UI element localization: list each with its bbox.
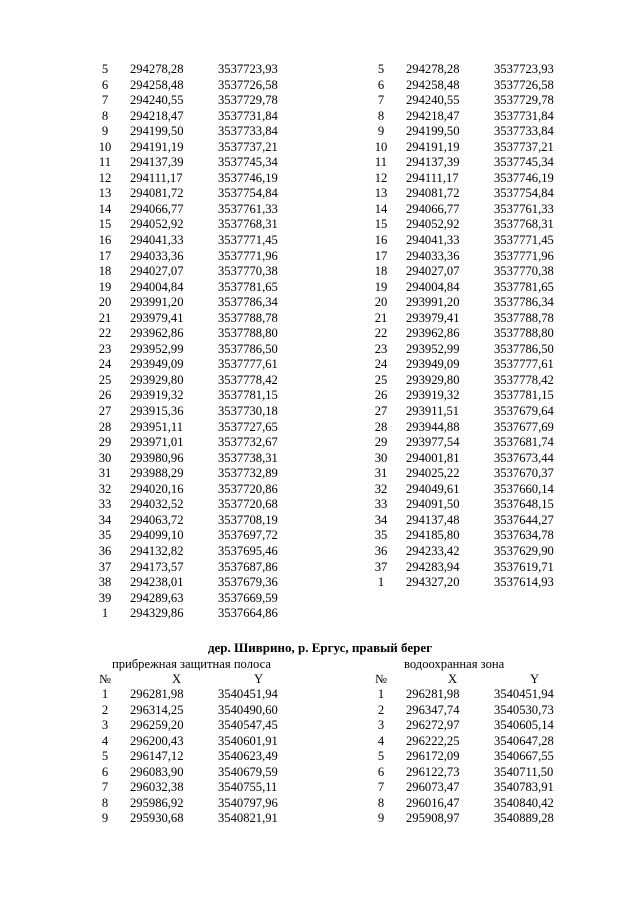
coordinate-x: 294063,72 bbox=[130, 512, 184, 527]
coordinate-y: 3537723,93 bbox=[218, 62, 278, 76]
coordinate-y: 3537619,71 bbox=[494, 559, 554, 574]
coordinate-x: 294233,42 bbox=[406, 543, 460, 558]
coordinate-x: 293988,29 bbox=[130, 466, 184, 481]
point-number: 19 bbox=[374, 279, 388, 294]
coordinate-y: 3540797,96 bbox=[218, 795, 278, 810]
point-number: 19 bbox=[98, 279, 112, 294]
coordinate-y: 3540679,59 bbox=[218, 764, 278, 779]
point-number: 6 bbox=[377, 764, 385, 779]
coordinate-y: 3540667,55 bbox=[494, 749, 554, 764]
point-number: 9 bbox=[101, 124, 109, 139]
coordinate-y: 3537648,15 bbox=[494, 497, 554, 512]
point-number: 13 bbox=[374, 186, 388, 201]
point-number: 9 bbox=[101, 811, 109, 826]
coordinate-y: 3537726,58 bbox=[218, 77, 278, 92]
point-number: 14 bbox=[374, 201, 388, 216]
coordinate-x: 294258,48 bbox=[130, 77, 184, 92]
point-number: 28 bbox=[98, 419, 112, 434]
coordinate-x: 294041,33 bbox=[130, 233, 184, 248]
point-number: 4 bbox=[377, 733, 385, 748]
coordinate-y: 3537697,72 bbox=[218, 528, 278, 543]
coordinate-x: 293991,20 bbox=[406, 295, 460, 310]
coordinate-x: 296032,38 bbox=[130, 780, 184, 795]
coordinate-x: 296347,74 bbox=[406, 702, 460, 717]
coordinate-x: 294041,33 bbox=[406, 233, 460, 248]
coordinate-y: 3537788,80 bbox=[218, 326, 278, 341]
coordinate-y: 3540821,91 bbox=[218, 811, 278, 826]
coordinate-y: 3537679,36 bbox=[218, 575, 278, 590]
point-number: 22 bbox=[98, 326, 112, 341]
coordinate-y: 3537695,46 bbox=[218, 543, 278, 558]
point-number: 33 bbox=[98, 497, 112, 512]
coordinate-y: 3537781,15 bbox=[494, 388, 554, 403]
point-number: 18 bbox=[374, 264, 388, 279]
point-number: 6 bbox=[101, 77, 109, 92]
coordinate-x: 296222,25 bbox=[406, 733, 460, 748]
coordinate-x: 294052,92 bbox=[406, 217, 460, 232]
coordinate-y: 3537778,42 bbox=[218, 372, 278, 387]
point-number: 26 bbox=[98, 388, 112, 403]
coordinate-y: 3537786,34 bbox=[494, 295, 554, 310]
coordinate-x: 293962,86 bbox=[130, 326, 184, 341]
coordinate-y: 3537746,19 bbox=[218, 170, 278, 185]
coordinate-x: 296073,47 bbox=[406, 780, 460, 795]
point-number: 7 bbox=[377, 93, 385, 108]
coordinate-y: 3537681,74 bbox=[494, 435, 554, 450]
coordinate-x: 294218,47 bbox=[130, 108, 184, 123]
coordinate-x: 294111,17 bbox=[406, 170, 459, 185]
column-headers-right bbox=[370, 671, 620, 687]
coordinate-x: 293971,01 bbox=[130, 435, 184, 450]
coordinate-x: 293979,41 bbox=[130, 310, 184, 325]
coordinate-y: 3537733,84 bbox=[218, 124, 278, 139]
point-number: 37 bbox=[98, 559, 112, 574]
coordinate-x: 294218,47 bbox=[406, 108, 460, 123]
coordinate-x: 296147,12 bbox=[130, 749, 184, 764]
point-number: 26 bbox=[374, 388, 388, 403]
coordinate-y: 3537768,31 bbox=[494, 217, 554, 232]
coordinate-y: 3537673,44 bbox=[494, 450, 554, 465]
coordinate-x: 293952,99 bbox=[406, 341, 460, 356]
coordinate-y: 3537781,65 bbox=[494, 279, 554, 294]
point-number: 6 bbox=[101, 764, 109, 779]
coordinate-x: 294091,50 bbox=[406, 497, 460, 512]
coordinate-y: 3537786,50 bbox=[494, 341, 554, 356]
point-number: 38 bbox=[98, 575, 112, 590]
point-number: 3 bbox=[377, 718, 385, 733]
coordinate-y: 3537777,61 bbox=[494, 357, 554, 372]
point-number: 1 bbox=[101, 687, 109, 701]
coordinate-y: 3537732,67 bbox=[218, 435, 278, 450]
coordinate-y: 3537745,34 bbox=[494, 155, 554, 170]
coordinate-y: 3537644,27 bbox=[494, 512, 554, 527]
coordinate-x: 294289,63 bbox=[130, 590, 184, 605]
coordinate-y: 3537731,84 bbox=[218, 108, 278, 123]
coordinate-x: 294329,86 bbox=[130, 606, 184, 621]
point-number: 29 bbox=[374, 435, 388, 450]
coordinate-y: 3537732,89 bbox=[218, 466, 278, 481]
coordinate-x: 294132,82 bbox=[130, 543, 184, 558]
coordinate-y: 3540755,11 bbox=[218, 780, 278, 795]
coordinate-y: 3537746,19 bbox=[494, 170, 554, 185]
column-headers-left bbox=[94, 671, 344, 687]
point-number: 15 bbox=[98, 217, 112, 232]
coordinate-y: 3537670,37 bbox=[494, 466, 554, 481]
coordinate-x: 294278,28 bbox=[406, 62, 460, 76]
coordinate-x: 293991,20 bbox=[130, 295, 184, 310]
point-number: 17 bbox=[98, 248, 112, 263]
point-number: 31 bbox=[374, 466, 388, 481]
point-number: 29 bbox=[98, 435, 112, 450]
point-number: 21 bbox=[374, 310, 388, 325]
column-header-x: X bbox=[448, 672, 458, 686]
coordinate-x: 293962,86 bbox=[406, 326, 460, 341]
point-number: 9 bbox=[377, 124, 385, 139]
point-number: 35 bbox=[374, 528, 388, 543]
coordinate-y: 3537737,21 bbox=[494, 139, 554, 154]
coordinate-y: 3537770,38 bbox=[494, 264, 554, 279]
coordinate-y: 3537745,34 bbox=[218, 155, 278, 170]
coordinate-x: 294199,50 bbox=[406, 124, 460, 139]
coordinate-y: 3540605,14 bbox=[494, 718, 554, 733]
point-number: 35 bbox=[98, 528, 112, 543]
point-number: 21 bbox=[98, 310, 112, 325]
coordinate-x: 293980,96 bbox=[130, 450, 184, 465]
coordinate-x: 294111,17 bbox=[130, 170, 183, 185]
coordinate-x: 294137,39 bbox=[406, 155, 460, 170]
coordinate-y: 3537727,65 bbox=[218, 419, 278, 434]
coordinate-y: 3537733,84 bbox=[494, 124, 554, 139]
coordinate-x: 294001,81 bbox=[406, 450, 460, 465]
column-header-x: X bbox=[172, 672, 182, 686]
point-number: 13 bbox=[98, 186, 112, 201]
point-number: 7 bbox=[101, 93, 109, 108]
coordinate-y: 3537729,78 bbox=[218, 93, 278, 108]
point-number: 37 bbox=[374, 559, 388, 574]
coordinate-y: 3540840,42 bbox=[494, 795, 554, 810]
coordinate-x: 294199,50 bbox=[130, 124, 184, 139]
point-number: 24 bbox=[98, 357, 112, 372]
point-number: 1 bbox=[101, 606, 109, 621]
coordinate-x: 294025,22 bbox=[406, 466, 460, 481]
point-number: 5 bbox=[377, 62, 385, 76]
point-number: 24 bbox=[374, 357, 388, 372]
coordinate-y: 3537726,58 bbox=[494, 77, 554, 92]
point-number: 2 bbox=[101, 702, 109, 717]
coordinate-x: 293929,80 bbox=[130, 372, 184, 387]
point-number: 28 bbox=[374, 419, 388, 434]
coordinate-y: 3537770,38 bbox=[218, 264, 278, 279]
coordinate-x: 294283,94 bbox=[406, 559, 460, 574]
coordinate-y: 3537771,96 bbox=[218, 248, 278, 263]
point-number: 32 bbox=[374, 481, 388, 496]
coordinate-y: 3537629,90 bbox=[494, 543, 554, 558]
coordinate-x: 293977,54 bbox=[406, 435, 460, 450]
point-number: 20 bbox=[98, 295, 112, 310]
coordinate-y: 3540647,28 bbox=[494, 733, 554, 748]
coordinate-x: 294240,55 bbox=[406, 93, 460, 108]
point-number: 7 bbox=[377, 780, 385, 795]
point-number: 23 bbox=[98, 341, 112, 356]
point-number: 22 bbox=[374, 326, 388, 341]
point-number: 23 bbox=[374, 341, 388, 356]
coordinate-x: 293915,36 bbox=[130, 404, 184, 419]
coordinate-x: 294327,20 bbox=[406, 575, 460, 590]
coordinate-x: 293929,80 bbox=[406, 372, 460, 387]
point-number: 39 bbox=[98, 590, 112, 605]
coordinate-y: 3537777,61 bbox=[218, 357, 278, 372]
coordinate-y: 3537771,96 bbox=[494, 248, 554, 263]
coordinate-x: 294004,84 bbox=[130, 279, 184, 294]
coordinate-y: 3537761,33 bbox=[218, 201, 278, 216]
coordinate-x: 294081,72 bbox=[406, 186, 460, 201]
coordinate-x: 294238,01 bbox=[130, 575, 184, 590]
column-header-y: Y bbox=[254, 672, 264, 686]
coordinate-x: 293951,11 bbox=[130, 419, 184, 434]
point-number: 8 bbox=[101, 108, 109, 123]
coordinate-y: 3540530,73 bbox=[494, 702, 554, 717]
point-number: 34 bbox=[98, 512, 112, 527]
coordinate-y: 3537720,86 bbox=[218, 481, 278, 496]
coordinate-y: 3537737,21 bbox=[218, 139, 278, 154]
coordinate-y: 3537788,78 bbox=[218, 310, 278, 325]
point-number: 4 bbox=[101, 733, 109, 748]
point-number: 32 bbox=[98, 481, 112, 496]
coordinate-y: 3537614,93 bbox=[494, 575, 554, 590]
point-number: 8 bbox=[377, 795, 385, 810]
point-number: 8 bbox=[101, 795, 109, 810]
coordinate-x: 294191,19 bbox=[406, 139, 460, 154]
coordinate-y: 3540889,28 bbox=[494, 811, 554, 826]
coordinate-x: 296314,25 bbox=[130, 702, 184, 717]
coordinate-x: 294066,77 bbox=[130, 201, 184, 216]
point-number: 34 bbox=[374, 512, 388, 527]
coordinate-x: 296122,73 bbox=[406, 764, 460, 779]
point-number: 5 bbox=[377, 749, 385, 764]
caption-coastal-protective-strip: прибрежная защитная полоса bbox=[112, 657, 271, 671]
coordinate-x: 294027,07 bbox=[406, 264, 460, 279]
point-number: 3 bbox=[101, 718, 109, 733]
coordinate-x: 294066,77 bbox=[406, 201, 460, 216]
section-heading: дер. Шиврино, р. Ергус, правый берег bbox=[207, 640, 433, 655]
coordinate-x: 296083,90 bbox=[130, 764, 184, 779]
point-number: 15 bbox=[374, 217, 388, 232]
coordinate-x: 293979,41 bbox=[406, 310, 460, 325]
column-header-number: № bbox=[374, 672, 388, 686]
coordinate-x: 293911,51 bbox=[406, 404, 460, 419]
coordinate-x: 294173,57 bbox=[130, 559, 184, 574]
point-number: 18 bbox=[98, 264, 112, 279]
coordinate-x: 294278,28 bbox=[130, 62, 184, 76]
point-number: 1 bbox=[377, 687, 385, 701]
coordinate-y: 3537708,19 bbox=[218, 512, 278, 527]
coordinate-y: 3537768,31 bbox=[218, 217, 278, 232]
coordinate-y: 3540451,94 bbox=[218, 687, 278, 701]
coordinate-y: 3537786,50 bbox=[218, 341, 278, 356]
coordinate-x: 294052,92 bbox=[130, 217, 184, 232]
coordinate-x: 295908,97 bbox=[406, 811, 460, 826]
point-number: 27 bbox=[98, 404, 112, 419]
coordinate-y: 3537788,80 bbox=[494, 326, 554, 341]
coordinate-y: 3537781,65 bbox=[218, 279, 278, 294]
coordinate-x: 294081,72 bbox=[130, 186, 184, 201]
coordinate-y: 3537761,33 bbox=[494, 201, 554, 216]
point-number: 33 bbox=[374, 497, 388, 512]
coordinate-x: 294137,48 bbox=[406, 512, 460, 527]
point-number: 9 bbox=[377, 811, 385, 826]
point-number: 12 bbox=[98, 170, 112, 185]
coordinate-y: 3537771,45 bbox=[494, 233, 554, 248]
point-number: 14 bbox=[98, 201, 112, 216]
coordinate-y: 3537754,84 bbox=[218, 186, 278, 201]
point-number: 11 bbox=[374, 155, 388, 170]
coordinate-x: 296016,47 bbox=[406, 795, 460, 810]
point-number: 16 bbox=[374, 233, 388, 248]
coordinate-x: 293949,09 bbox=[130, 357, 184, 372]
coordinate-x: 294240,55 bbox=[130, 93, 184, 108]
coordinate-y: 3537634,78 bbox=[494, 528, 554, 543]
coordinate-x: 294033,36 bbox=[130, 248, 184, 263]
column-header-y: Y bbox=[530, 672, 540, 686]
coordinate-x: 293944,88 bbox=[406, 419, 460, 434]
coordinate-x: 294033,36 bbox=[406, 248, 460, 263]
coordinate-y: 3540547,45 bbox=[218, 718, 278, 733]
point-number: 17 bbox=[374, 248, 388, 263]
point-number: 10 bbox=[374, 139, 388, 154]
coordinate-x: 294258,48 bbox=[406, 77, 460, 92]
point-number: 36 bbox=[98, 543, 112, 558]
coordinate-x: 294099,10 bbox=[130, 528, 184, 543]
coordinate-x: 296281,98 bbox=[130, 687, 184, 701]
point-number: 16 bbox=[98, 233, 112, 248]
point-number: 5 bbox=[101, 62, 109, 76]
coordinate-x: 295986,92 bbox=[130, 795, 184, 810]
coordinate-x: 293952,99 bbox=[130, 341, 184, 356]
point-number: 30 bbox=[98, 450, 112, 465]
coordinate-y: 3537731,84 bbox=[494, 108, 554, 123]
point-number: 20 bbox=[374, 295, 388, 310]
coordinate-y: 3540601,91 bbox=[218, 733, 278, 748]
point-number: 5 bbox=[101, 749, 109, 764]
coordinate-x: 296259,20 bbox=[130, 718, 184, 733]
coordinate-y: 3537754,84 bbox=[494, 186, 554, 201]
coordinate-y: 3537687,86 bbox=[218, 559, 278, 574]
point-number: 25 bbox=[374, 372, 388, 387]
coordinate-y: 3537729,78 bbox=[494, 93, 554, 108]
point-number: 12 bbox=[374, 170, 388, 185]
point-number: 10 bbox=[98, 139, 112, 154]
coordinate-x: 294027,07 bbox=[130, 264, 184, 279]
point-number: 36 bbox=[374, 543, 388, 558]
coordinate-y: 3537664,86 bbox=[218, 606, 278, 621]
point-number: 27 bbox=[374, 404, 388, 419]
point-number: 25 bbox=[98, 372, 112, 387]
point-number: 31 bbox=[98, 466, 112, 481]
coordinate-y: 3537786,34 bbox=[218, 295, 278, 310]
coordinate-x: 294004,84 bbox=[406, 279, 460, 294]
coordinate-x: 294049,61 bbox=[406, 481, 460, 496]
coordinate-x: 296281,98 bbox=[406, 687, 460, 701]
coordinate-y: 3537771,45 bbox=[218, 233, 278, 248]
coordinate-y: 3540783,91 bbox=[494, 780, 554, 795]
coordinate-y: 3537778,42 bbox=[494, 372, 554, 387]
coordinate-y: 3537677,69 bbox=[494, 419, 554, 434]
coordinate-x: 294032,52 bbox=[130, 497, 184, 512]
coordinate-y: 3540490,60 bbox=[218, 702, 278, 717]
point-number: 30 bbox=[374, 450, 388, 465]
point-number: 1 bbox=[377, 575, 385, 590]
point-number: 7 bbox=[101, 780, 109, 795]
coordinate-x: 296172,09 bbox=[406, 749, 460, 764]
coordinate-x: 295930,68 bbox=[130, 811, 184, 826]
coordinate-x: 294185,80 bbox=[406, 528, 460, 543]
coordinate-x: 294137,39 bbox=[130, 155, 184, 170]
coordinate-y: 3537723,93 bbox=[494, 62, 554, 76]
coordinate-x: 293949,09 bbox=[406, 357, 460, 372]
coordinate-x: 294191,19 bbox=[130, 139, 184, 154]
coordinate-y: 3537679,64 bbox=[494, 404, 554, 419]
coordinate-y: 3537669,59 bbox=[218, 590, 278, 605]
coordinate-x: 296272,97 bbox=[406, 718, 460, 733]
coordinate-y: 3537788,78 bbox=[494, 310, 554, 325]
coordinate-y: 3537730,18 bbox=[218, 404, 278, 419]
coordinate-y: 3537660,14 bbox=[494, 481, 554, 496]
caption-water-protection-zone: водоохранная зона bbox=[404, 657, 505, 671]
column-header-number: № bbox=[98, 672, 112, 686]
point-number: 6 bbox=[377, 77, 385, 92]
coordinate-x: 293919,32 bbox=[406, 388, 460, 403]
coordinate-y: 3537738,31 bbox=[218, 450, 278, 465]
point-number: 2 bbox=[377, 702, 385, 717]
coordinate-y: 3540623,49 bbox=[218, 749, 278, 764]
coordinate-y: 3540451,94 bbox=[494, 687, 554, 701]
point-number: 11 bbox=[98, 155, 112, 170]
point-number: 8 bbox=[377, 108, 385, 123]
coordinate-y: 3537720,68 bbox=[218, 497, 278, 512]
coordinate-x: 296200,43 bbox=[130, 733, 184, 748]
coordinate-x: 294020,16 bbox=[130, 481, 184, 496]
coordinate-x: 293919,32 bbox=[130, 388, 184, 403]
coordinate-y: 3537781,15 bbox=[218, 388, 278, 403]
coordinate-y: 3540711,50 bbox=[494, 764, 554, 779]
